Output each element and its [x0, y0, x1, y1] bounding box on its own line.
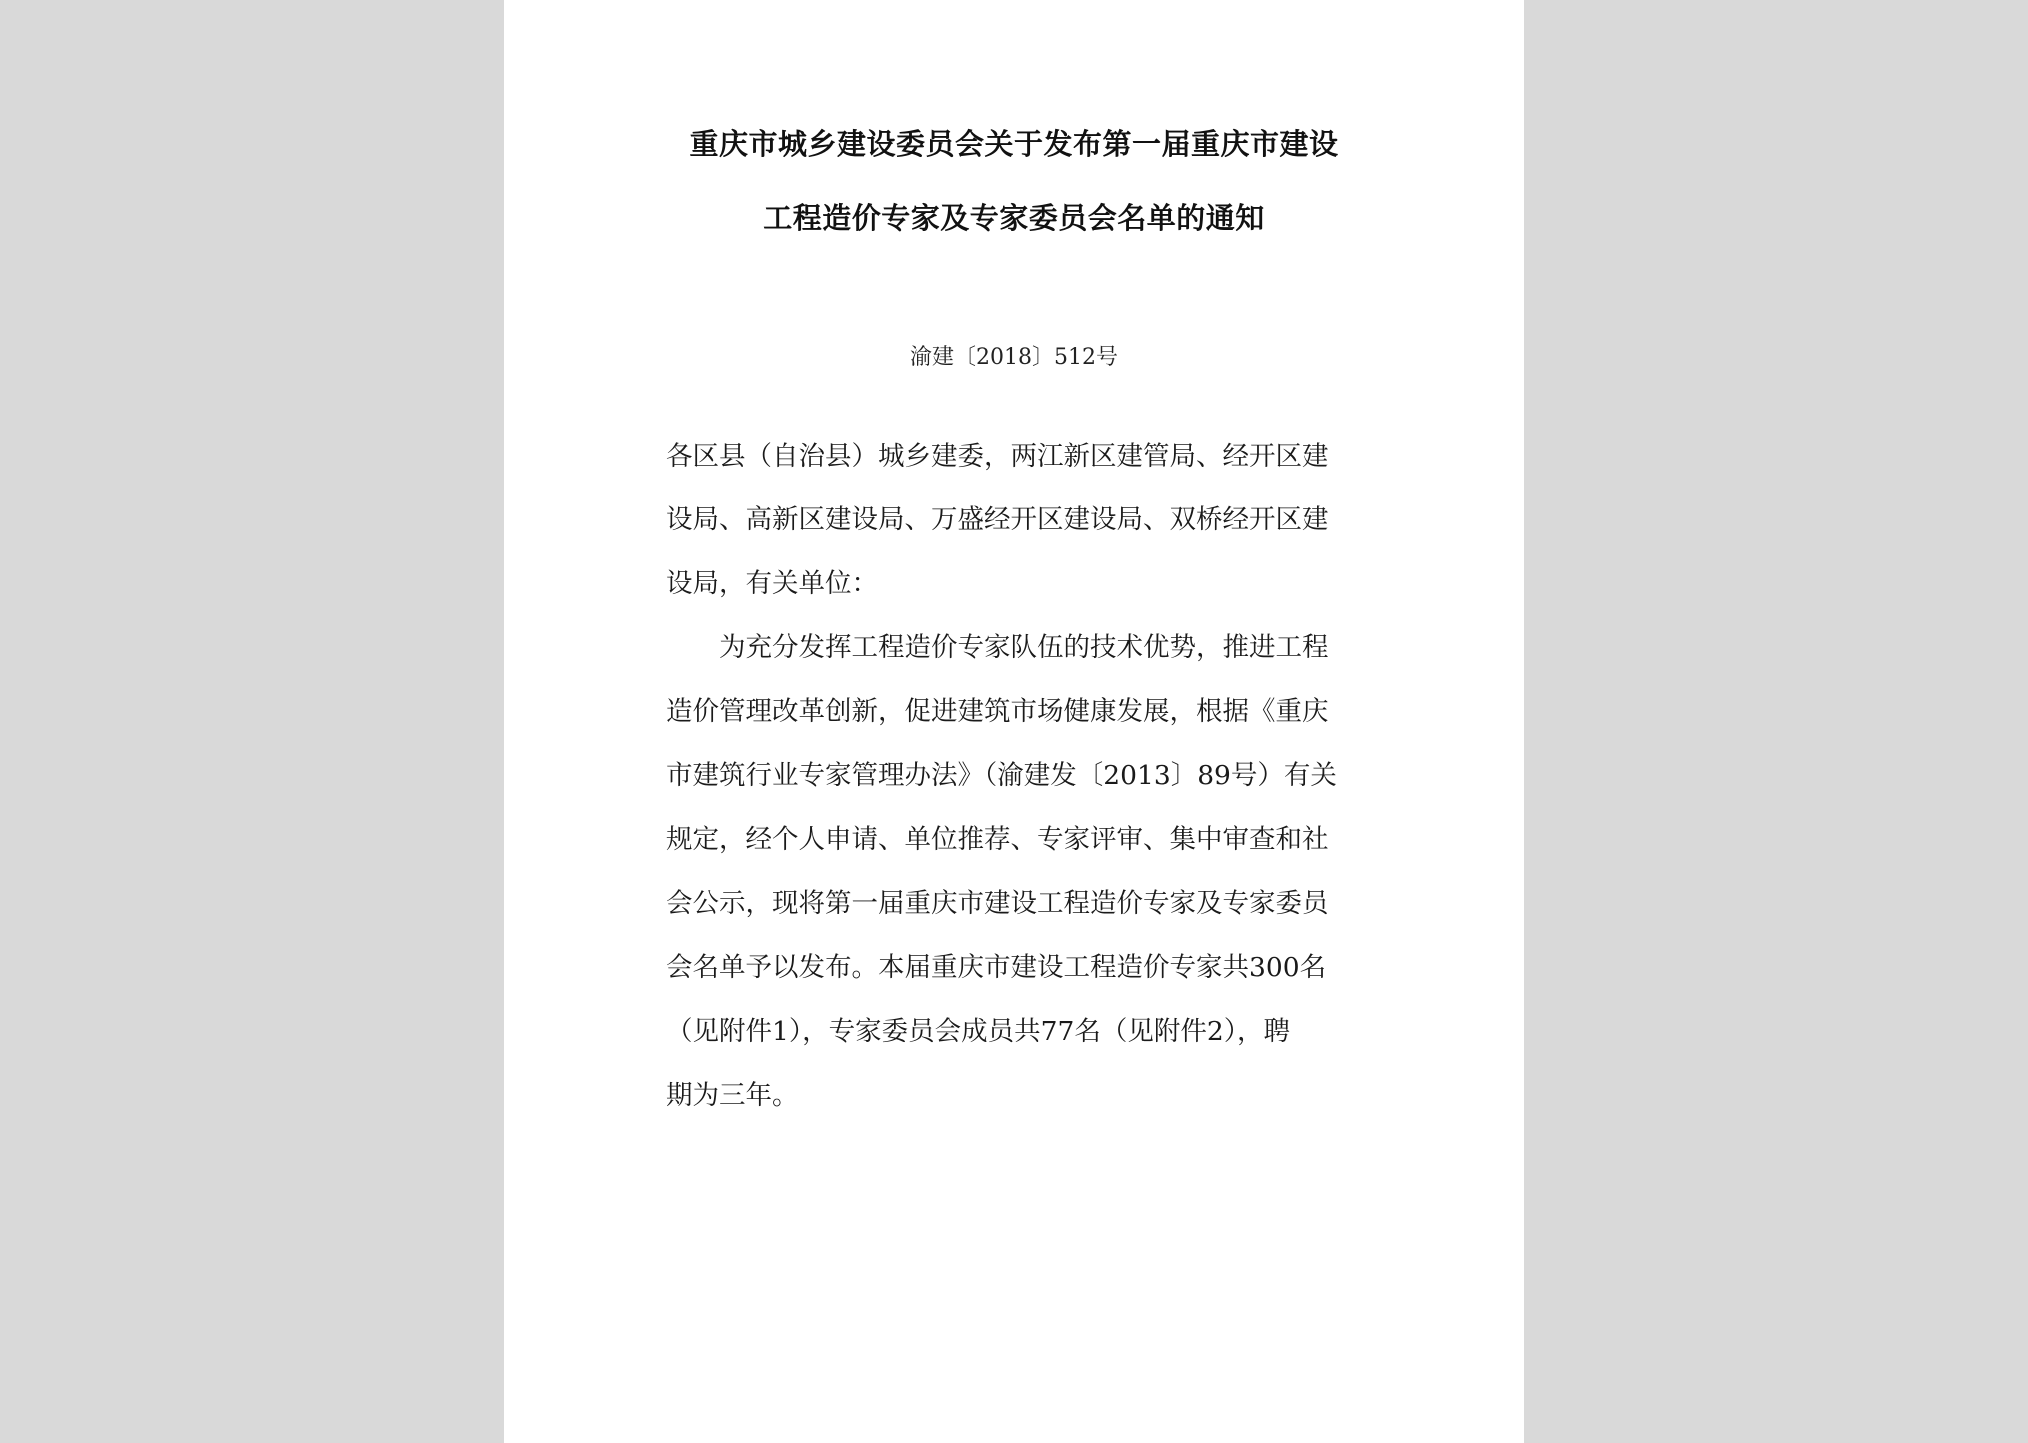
document-page [504, 0, 1524, 1443]
body-line: 为充分发挥工程造价专家队伍的技术优势，推进工程 [666, 632, 1329, 663]
body-line: 期为三年。 [666, 1080, 799, 1111]
body-line: 市建筑行业专家管理办法》（渝建发〔2013〕89号）有关 [666, 760, 1337, 791]
document-title-line-1: 重庆市城乡建设委员会关于发布第一届重庆市建设 [689, 127, 1339, 161]
document-title-line-2: 工程造价专家及专家委员会名单的通知 [763, 201, 1265, 235]
body-line: 规定，经个人申请、单位推荐、专家评审、集中审查和社 [666, 824, 1329, 855]
addressee-line: 各区县（自治县）城乡建委，两江新区建管局、经开区建 [666, 441, 1329, 472]
addressee-line: 设局、高新区建设局、万盛经开区建设局、双桥经开区建 [666, 504, 1329, 535]
body-line: 会名单予以发布。本届重庆市建设工程造价专家共300名 [666, 952, 1327, 983]
body-line: （见附件1），专家委员会成员共77名（见附件2），聘 [666, 1016, 1290, 1047]
document-number: 渝建〔2018〕512号 [910, 345, 1118, 370]
body-line: 会公示，现将第一届重庆市建设工程造价专家及专家委员 [666, 888, 1329, 919]
addressee-line: 设局，有关单位： [666, 568, 878, 599]
body-line: 造价管理改革创新，促进建筑市场健康发展，根据《重庆 [666, 696, 1329, 727]
